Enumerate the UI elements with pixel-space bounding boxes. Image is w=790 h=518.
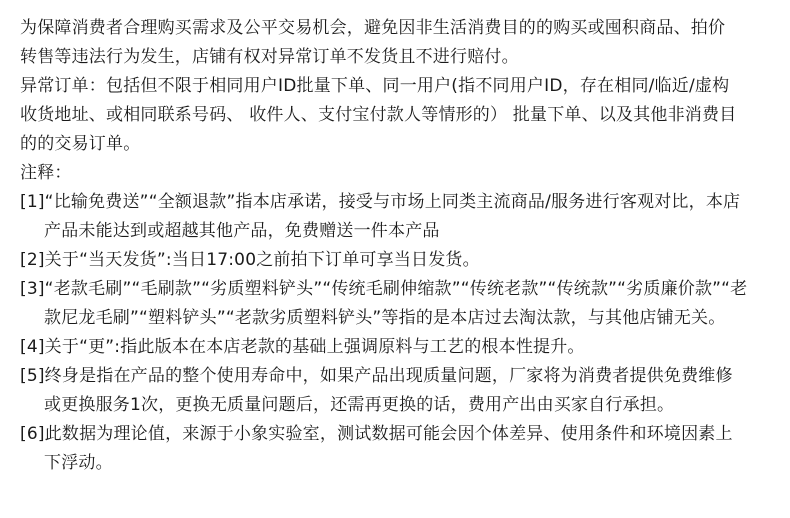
abnormal-order-line: 的的交易订单。 [20,134,141,154]
intro-line: 为保障消费者合理购买需求及公平交易机会，避免因非生活消费目的的购买或囤积商品、拍价 [20,18,726,38]
note-line: [1]“比输免费送”“全额退款”指本店承诺，接受与市场上同类主流商品/服务进行客观对比，本店 [20,192,741,212]
note-line: 下浮动。 [44,453,113,473]
note-item [20,275,780,333]
note-line: [3]“老款毛刷”“毛刷款”“劣质塑料铲头”“传统毛刷伸缩款”“传统老款”“传统款”“劣质廉价款”“老 [20,279,748,299]
note-item [20,362,780,420]
policy-document [20,14,780,478]
note-line: [5]终身是指在产品的整个使用寿命中，如果产品出现质量问题，厂家将为消费者提供免费维修 [20,366,733,386]
note-line: 或更换服务1次，更换无质量问题后，还需再更换的话，费用产出由买家自行承担。 [44,395,675,415]
abnormal-order-line: 异常订单：包括但不限于相同用户ID批量下单、同一用户(指不同用户ID，存在相同/临近/虚构 [20,76,730,96]
note-line: 款尼龙毛刷”“塑料铲头”“老款劣质塑料铲头”等指的是本店过去淘汰款，与其他店铺无关。 [44,308,726,328]
note-item [20,420,780,478]
intro-paragraph [20,14,780,72]
notes-list [20,188,780,478]
note-line: [4]关于“更”:指此版本在本店老款的基础上强调原料与工艺的根本性提升。 [20,337,585,357]
notes-heading: 注释： [20,163,72,183]
note-line: [2]关于“当天发货”:当日17:00之前拍下订单可享当日发货。 [20,250,480,270]
note-item [20,246,780,275]
abnormal-order-line: 收货地址、或相同联系号码、 收件人、支付宝付款人等情形的） 批量下单、以及其他非消费目 [20,105,737,125]
note-line: 产品未能达到或超越其他产品，免费赠送一件本产品 [44,221,440,241]
note-line: [6]此数据为理论值，来源于小象实验室，测试数据可能会因个体差异、使用条件和环境因素上 [20,424,733,444]
abnormal-order-paragraph [20,72,780,159]
note-item [20,333,780,362]
intro-line: 转售等违法行为发生，店铺有权对异常订单不发货且不进行赔付。 [20,47,519,67]
note-item [20,188,780,246]
